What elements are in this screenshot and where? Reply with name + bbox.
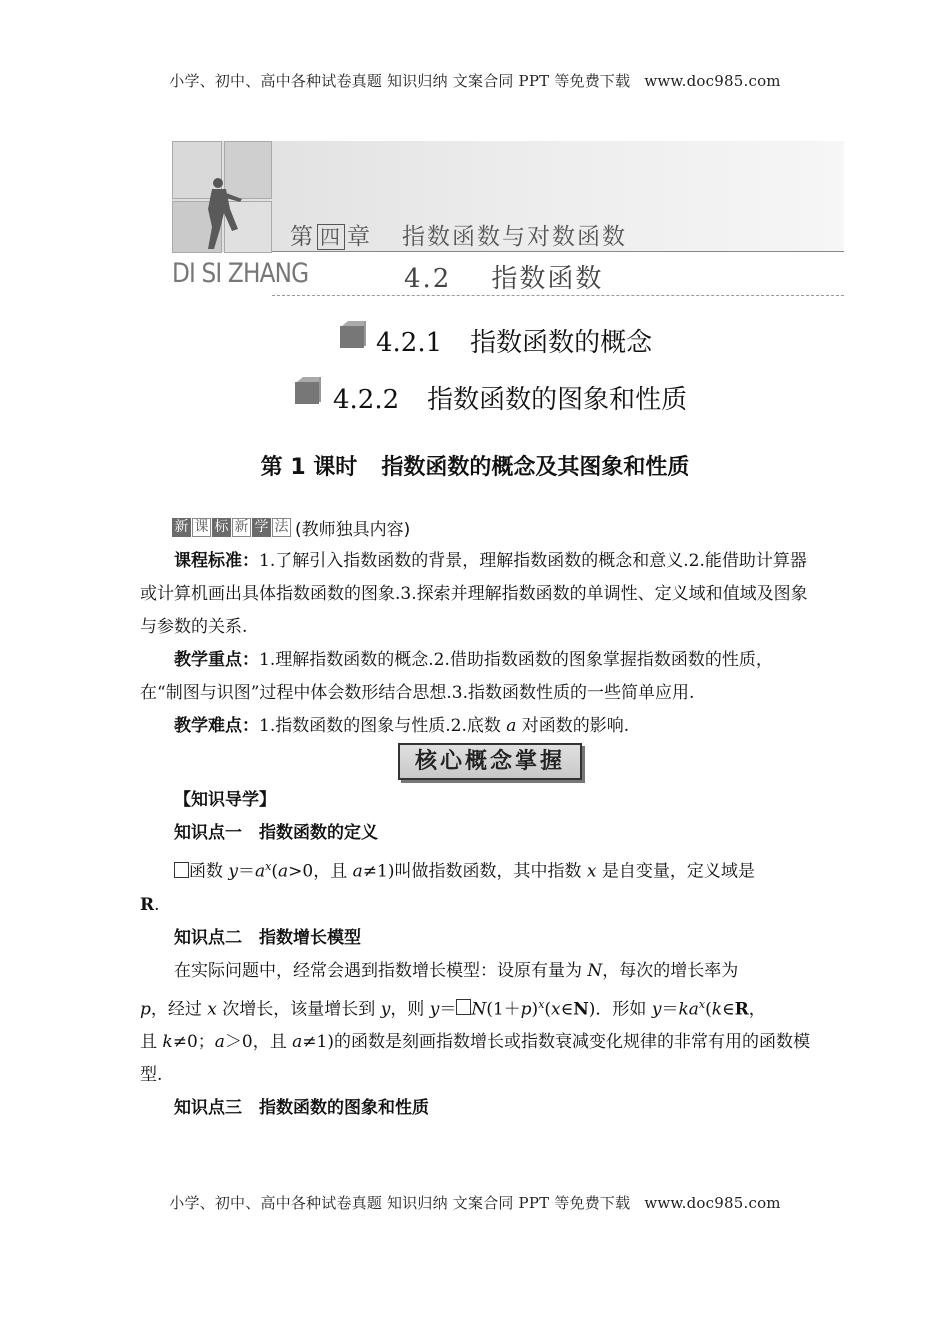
teaching-objectives (140, 545, 812, 743)
kp2-text: ∈ (722, 999, 735, 1020)
key-points-label: 教学重点： (174, 650, 259, 670)
watermark-text: 小学、初中、高中各种试卷真题 知识归纳 文案合同 PPT 等免费下载 (169, 72, 631, 90)
standards-label: 课程标准： (174, 551, 259, 571)
tag-char: 新 (232, 518, 251, 537)
tag-char: 法 (272, 518, 291, 537)
kp2-text: ≠0； (172, 1032, 215, 1053)
kp2-text: ＞0，且 (224, 1032, 293, 1053)
banner-photo-collage (172, 141, 272, 252)
subsection-number: 4.2.2 (333, 385, 400, 415)
chapter-heading (290, 218, 627, 251)
kp2-text: ＝ (661, 999, 679, 1020)
lesson-prefix: 第 1 课时 (260, 455, 358, 480)
book-icon (293, 376, 323, 406)
kp1-text: ( (271, 861, 279, 882)
knowledge-point-1-title: 知识点一 指数函数的定义 (174, 823, 378, 843)
subsection-title: 指数函数的图象和性质 (427, 385, 688, 415)
course-standards (140, 545, 812, 644)
knowledge-point-1-body: 函数 $y=a^x(a>0$，且 a≠1)叫做指数函数，其中指数 x 是自变量，定义域是 R. (140, 860, 755, 915)
kp1-text: 函数 (189, 861, 229, 882)
key-points-text: 1.理解指数函数的概念.2.借助指数函数的图象掌握指数函数的性质，在“制图与识图”过程中体会数形结合思想.3.指数函数性质的一些简单应用. (140, 650, 773, 703)
difficulties-label: 教学难点： (174, 716, 259, 736)
new-curriculum-tag (172, 516, 410, 538)
kp2-text: ， (748, 999, 766, 1020)
kp2-text: ( (544, 999, 552, 1020)
teaching-difficulties (140, 710, 812, 743)
banner-dashed-divider (272, 295, 844, 296)
chapter-banner (172, 141, 844, 297)
chapter-pinyin: DI SI ZHANG (172, 258, 309, 289)
watermark-url: www.doc985.com (644, 1194, 781, 1212)
kp2-text: ，则 (390, 999, 430, 1020)
difficulties-text: 对函数的影响. (516, 716, 630, 736)
kp1-text: 是自变量，定义域是 (596, 861, 755, 882)
kp2-text: ，每次的增长率为 (602, 960, 739, 981)
section-heading (404, 258, 603, 295)
chapter-suffix: 章 (347, 224, 372, 250)
kp2-text: 且 (140, 1032, 163, 1053)
teaching-key-points (140, 644, 812, 710)
subsection-heading-2 (293, 365, 687, 416)
lesson-name: 指数函数的概念及其图象和性质 (381, 455, 690, 480)
difficulties-text: 1.指数函数的图象与性质.2.底数 (259, 716, 507, 736)
kp2-text: (1＋ (486, 999, 521, 1020)
subsection-heading-1 (338, 310, 652, 359)
tag-char: 标 (212, 518, 231, 537)
knowledge-point-2-title: 知识点二 指数增长模型 (174, 927, 361, 948)
tag-char: 课 (192, 518, 211, 537)
chapter-number: 四 (317, 224, 345, 250)
domain-symbol: R (140, 894, 155, 915)
math-var: a (506, 716, 517, 736)
subsection-title: 指数函数的概念 (470, 328, 653, 358)
kp2-text: ( (705, 999, 712, 1020)
silhouette-figure-icon (190, 169, 250, 251)
book-icon (338, 320, 368, 350)
knowledge-point-2-body: 在实际问题中，经常会遇到指数增长模型：设原有量为 N，每次的增长率为 p，经过 x 次增长，该量增长到 y，则 $y= N(1+p)^x(x\in N)$．形如 $y=ka^x(k\in R$， 且 k≠0；a＞0，且 a≠1)的函数是刻画指数增长或指数衰减变化规律的非常有用的函数模型. (140, 960, 810, 1086)
banner-divider (272, 251, 844, 252)
kp2-text: ，经过 (150, 999, 208, 1020)
core-concept-banner: 核心概念掌握 (398, 743, 582, 780)
kp2-text: 次增长，该量增长到 (216, 999, 381, 1020)
guide-label: 【知识导学】 (174, 790, 276, 810)
kp2-text: ∈ (560, 999, 574, 1020)
watermark-url: www.doc985.com (644, 72, 781, 90)
subsection-number: 4.2.1 (376, 328, 443, 358)
standards-text: 1.了解引入指数函数的背景，理解指数函数的概念和意义.2.能借助计算器或计算机画出具体指数函数的图象.3.探索并理解指数函数的单调性、定义域和值域及图象与参数的关系. (140, 551, 808, 637)
footer-watermark (0, 1192, 950, 1213)
chapter-prefix: 第 (290, 224, 315, 250)
header-watermark (0, 70, 950, 91)
section-title: 指数函数 (491, 264, 604, 294)
kp1-text: ≠1)叫做指数函数，其中指数 (362, 861, 587, 882)
kp2-text: 在实际问题中，经常会遇到指数增长模型：设原有量为 (174, 960, 588, 981)
section-number: 4.2 (404, 264, 452, 294)
blank-box (174, 862, 189, 878)
kp2-text: )．形如 (588, 999, 652, 1020)
kp2-text: ≠1)的函数是刻画指数增长或指数衰减变化规律的非常有用的函数模型. (140, 1032, 810, 1086)
knowledge-guide (140, 784, 812, 1125)
blank-box (456, 999, 471, 1015)
chapter-title: 指数函数与对数函数 (402, 224, 627, 250)
watermark-text: 小学、初中、高中各种试卷真题 知识归纳 文案合同 PPT 等免费下载 (169, 1194, 631, 1212)
knowledge-point-3-title: 知识点三 指数函数的图象和性质 (174, 1098, 429, 1119)
tag-note: (教师独具内容) (295, 519, 411, 540)
lesson-title (0, 450, 950, 481)
kp1-text: >0，且 (288, 861, 353, 882)
tag-char: 新 (172, 518, 191, 537)
tag-char: 学 (252, 518, 271, 537)
